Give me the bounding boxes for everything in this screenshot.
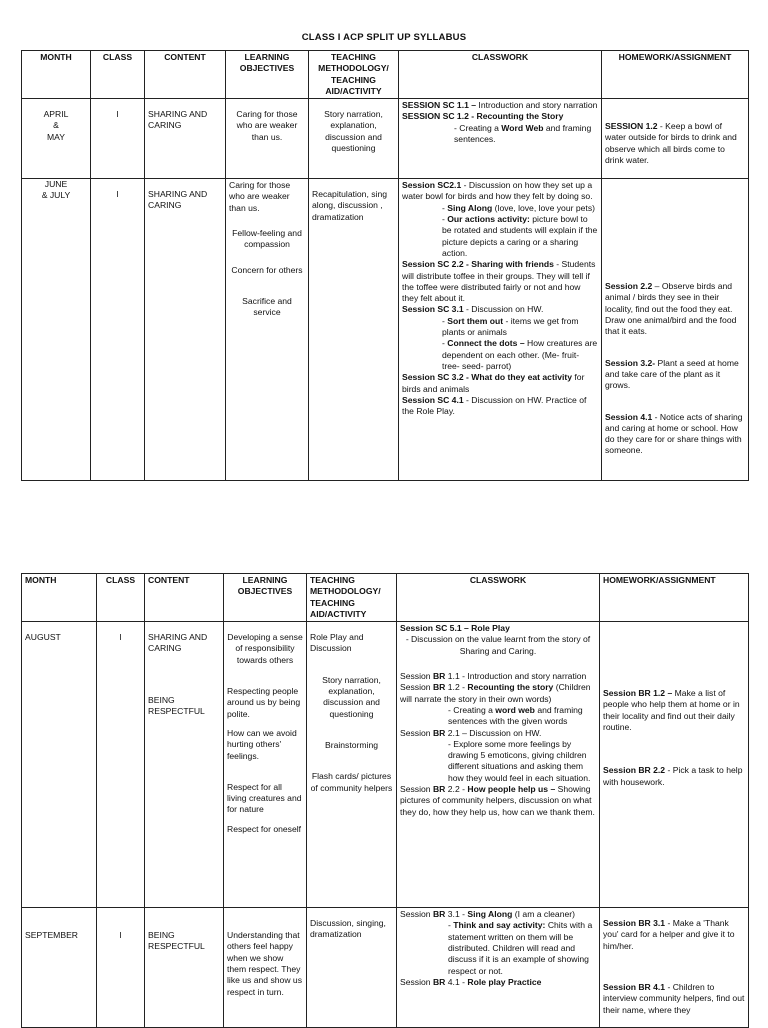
session-prefix: Session (400, 727, 433, 738)
session-text: Introduction and story narration (476, 100, 598, 111)
session-prefix: Session (400, 671, 433, 682)
content-text: BEING RESPECTFUL (148, 694, 205, 717)
activity-label: Connect the dots – (447, 338, 525, 349)
class-cell: I (91, 99, 145, 179)
method-text: Brainstorming (324, 739, 378, 750)
hw-label: Session BR 2.2 (603, 765, 666, 776)
objectives-cell (226, 179, 309, 481)
hw-label: Session 2.2 (605, 281, 653, 292)
header-objectives: LEARNING OBJECTIVES (226, 51, 309, 99)
header-classwork: CLASSWORK (397, 574, 600, 622)
activity-label: Sing Along (467, 909, 513, 920)
session-label: SESSION SC 1.2 - Recounting the Story (402, 111, 564, 122)
classwork-cell: Session SC2.1 - Discussion on how they set up a water bowl for birds and how they felt by doing so. - Sing Along (love, love, love your pets) - Our actions activity: picture bowl to be rotated and students will explain if the picture depicts a caring or a sharing action. Session SC 2.2 - Sharing with friends - Students will distribute toffee in their groups. They will tell if the toffee were distributed fairly or not and how they felt about it. Session SC 3.1 - Discussion on HW. - Sort them out - items we get from plants or animals - Connect the dots – How creatures are dependent on each other. (Me- fruit- tree- seed- parrot) Session SC 3.2 - What do they eat activity for birds and animals Session SC 4.1 - Discussion on HW. Practice of the Role Play. (399, 179, 602, 481)
method-cell (307, 622, 397, 908)
activity-label: Our actions activity: (447, 214, 530, 225)
objective-text: Respecting people around us by being polite. (227, 686, 301, 719)
session-text: 2.1 – Discussion on HW. (445, 727, 542, 738)
hw-label: Session BR 1.2 – (603, 688, 673, 699)
activity-label: Sing Along (447, 202, 493, 213)
session-text: 1.2 - (445, 682, 468, 693)
activity-label: Sort them out (447, 315, 504, 326)
session-text: 2.2 - (445, 784, 468, 795)
hw-label: Session 3.2- (605, 357, 656, 368)
session-code: BR (432, 671, 446, 682)
bullet-text: and framing sentences. (454, 122, 592, 145)
activity-label: Recounting the story (467, 682, 554, 693)
header-content: CONTENT (145, 51, 226, 99)
month-cell: APRIL & MAY (22, 99, 91, 179)
session-code: BR (432, 909, 446, 920)
header-month: MONTH (22, 574, 97, 622)
activity-label: Think and say activity: (453, 920, 546, 931)
hw-text: Plant a seed at home and take care of the plant as it grows. (605, 357, 739, 391)
page-title: CLASS I ACP SPLIT UP SYLLABUS (301, 32, 467, 43)
classwork-cell (397, 622, 600, 908)
word-web-label: Word Web (501, 122, 544, 133)
session-prefix: Session (400, 909, 433, 920)
objective-text: Caring for those who are weaker than us. (229, 180, 291, 213)
content-cell: BEING RESPECTFUL (145, 908, 224, 1028)
bullet-text: - Explore some more feelings by drawing 5 emoticons, giving children different situations and asking them how they would feel in each situation. (448, 738, 591, 783)
activity-label: Role play Practice (467, 976, 542, 987)
activity-text: Chits with a statement written on them will be distributed. Children will read and discuss if it is an example of showing respect or not. (448, 920, 593, 976)
homework-cell (602, 99, 749, 179)
table-row (22, 179, 749, 481)
session-text: (I am a cleaner) (512, 909, 575, 920)
header-month: MONTH (22, 51, 91, 99)
activity-text: How creatures are dependent on each other. (Me- fruit- tree- seed- parrot) (442, 338, 598, 371)
class-cell: I (91, 179, 145, 481)
session-text: - Discussion on the value learnt from the story of Sharing and Caring. (405, 634, 591, 656)
session-prefix: Session (400, 682, 433, 693)
hw-text: - Pick a task to help with housework. (603, 765, 743, 787)
bullet-text: - Creating a (448, 704, 496, 715)
header-homework: HOMEWORK/ASSIGNMENT (602, 51, 749, 99)
objective-text: Sacrifice and service (242, 295, 292, 318)
header-class: CLASS (97, 574, 145, 622)
header-method: TEACHING METHODOLOGY/ TEACHING AID/ACTIVITY (309, 51, 399, 99)
objective-text: How can we avoid hurting others' feelings. (227, 727, 297, 761)
table-row (22, 908, 749, 1028)
session-text: - Students will distribute toffee in their groups. They will tell if the toffee were distributed fairly or not and how they felt about it. (402, 259, 596, 304)
method-cell: Recapitulation, sing along, discussion , dramatization (309, 179, 399, 481)
hw-text: - Keep a bowl of water outside for birds to drink and observe which all birds come to drink water. (605, 121, 737, 166)
month-cell: JUNE & JULY (22, 179, 91, 481)
content-cell (145, 622, 224, 908)
content-text: SHARING AND CARING (148, 632, 208, 654)
classwork-cell (399, 99, 602, 179)
session-label: Session SC 3.2 - What do they eat activity (402, 372, 573, 383)
method-cell: Story narration, explanation, discussion and questioning (309, 99, 399, 179)
hw-text: – Observe birds and animal / birds they see in their locality, find out the food they eat. Draw one animal/bird and the food that it eats. (605, 281, 737, 337)
session-label: Session SC 5.1 – Role Play (400, 623, 510, 634)
content-cell: SHARING AND CARING (145, 179, 226, 481)
session-label: Session SC 4.1 (402, 394, 464, 405)
hw-text: - Notice acts of sharing and caring at home or school. How do they care for or share things with someone. (605, 411, 743, 456)
table-row (22, 99, 749, 179)
session-label: Session SC 3.1 (402, 304, 464, 315)
header-homework: HOMEWORK/ASSIGNMENT (600, 574, 749, 622)
session-label: Session SC 2.2 - Sharing with friends (402, 259, 554, 270)
class-cell: I (97, 908, 145, 1028)
session-label: SESSION SC 1.1 – (402, 100, 477, 111)
method-cell: Discussion, singing, dramatization (307, 908, 397, 1028)
activity-text: - items we get from plants or animals (442, 315, 579, 338)
session-text: - Discussion on HW. (463, 304, 544, 315)
session-text: for birds and animals (402, 372, 585, 394)
hw-text: Make a list of people who help them at home or in their locality and find out their daily routine. (603, 688, 740, 733)
session-text: 4.1 - (445, 976, 468, 987)
bullet-text: and framing sentences with the given words (448, 704, 583, 727)
hw-text: - Children to interview community helpers, find out their name, where they (603, 982, 745, 1015)
homework-cell (600, 622, 749, 908)
objective-text: Concern for others (231, 264, 303, 275)
objective-text: Respect for oneself (227, 823, 302, 834)
objective-text: Developing a sense of responsibility towards others (227, 632, 303, 665)
session-prefix: Session (400, 784, 433, 795)
month-cell: AUGUST (22, 622, 97, 908)
syllabus-table-1 (21, 50, 749, 481)
objective-text: Respect for all living creatures and for nature (227, 781, 302, 815)
hw-text: - Make a 'Thank you' card for a helper and give it to him/her. (603, 918, 735, 951)
header-objectives: LEARNING OBJECTIVES (224, 574, 307, 622)
syllabus-table-2 (21, 573, 749, 1028)
session-text: - Discussion on how they set up a water bowl for birds and how they felt by doing so. (402, 180, 593, 202)
session-prefix: Session (400, 976, 433, 987)
objectives-cell: Caring for those who are weaker than us. (226, 99, 309, 179)
method-text: Flash cards/ pictures of community helpers (310, 771, 393, 793)
class-cell: I (97, 622, 145, 908)
homework-cell (600, 908, 749, 1028)
activity-text: (love, love, love your pets) (492, 202, 595, 213)
content-cell: SHARING AND CARING (145, 99, 226, 179)
classwork-cell: Session BR 3.1 - Sing Along (I am a cleaner) - Think and say activity: Chits with a statement written on them will be distributed. Children will read and discuss if it is an example of showing respect or not. Session BR 4.1 - Role play Practice (397, 908, 600, 1028)
bullet-text: - Creating a (454, 122, 502, 133)
hw-label: SESSION 1.2 (605, 121, 658, 132)
session-code: BR (432, 784, 446, 795)
activity-label: How people help us – (467, 784, 556, 795)
session-text: Showing pictures of community helpers, discussion on what they do, how they help us, how can we thank them. (400, 784, 595, 817)
header-content: CONTENT (145, 574, 224, 622)
session-code: BR (432, 976, 446, 987)
header-classwork: CLASSWORK (399, 51, 602, 99)
session-text: - Discussion on HW. Practice of the Role Play. (402, 394, 587, 417)
table-row (22, 622, 749, 908)
session-label: Session SC2.1 (402, 180, 462, 191)
session-text: 1.1 - Introduction and story narration (445, 671, 587, 682)
method-text: Story narration, explanation, discussion and questioning (322, 674, 381, 719)
month-cell: SEPTEMBER (22, 908, 97, 1028)
word-web-label: word web (495, 704, 535, 715)
hw-label: Session 4.1 (605, 411, 653, 422)
homework-cell (602, 179, 749, 481)
header-row (22, 51, 749, 99)
session-code: BR (432, 727, 446, 738)
session-code: BR (432, 682, 446, 693)
header-row (22, 574, 749, 622)
header-method: TEACHING METHODOLOGY/ TEACHING AID/ACTIVITY (307, 574, 397, 622)
objectives-cell (224, 622, 307, 908)
objectives-cell: Understanding that others feel happy when we show them respect. They like us and show us respect in turn. (224, 908, 307, 1028)
hw-label: Session BR 3.1 (603, 918, 666, 929)
hw-label: Session BR 4.1 (603, 982, 666, 993)
activity-text: picture bowl to be rotated and students will explain if the picture depicts a caring or a sharing action. (442, 214, 598, 258)
header-class: CLASS (91, 51, 145, 99)
method-text: Role Play and Discussion (310, 632, 364, 654)
session-text: (Children will narrate the story in their own words) (400, 682, 591, 704)
objective-text: Fellow-feeling and compassion (232, 228, 302, 250)
session-text: 3.1 - (445, 909, 468, 920)
